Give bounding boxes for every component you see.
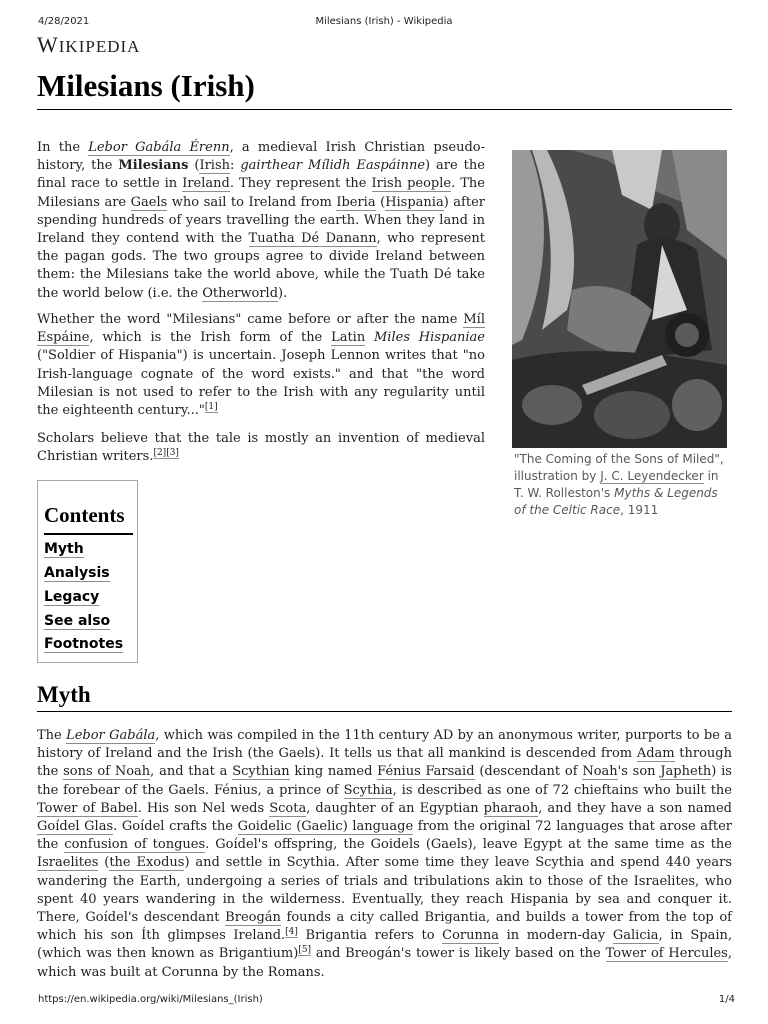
irish-name: gairthear Mílidh Easpáinne <box>240 158 426 174</box>
link-noah[interactable]: Noah <box>582 764 618 780</box>
link-goidel-glas[interactable]: Goídel Glas <box>37 819 114 835</box>
section-divider <box>37 711 732 712</box>
intro-paragraph-3: Scholars believe that the tale is mostly an invention of medieval Christian writers.[2][3] <box>37 431 485 465</box>
link-fenius-farsaid[interactable]: Fénius Farsaid <box>377 764 475 780</box>
table-of-contents <box>37 480 138 663</box>
link-iberia[interactable]: Iberia <box>336 194 376 210</box>
reference-5[interactable]: [5] <box>298 945 312 956</box>
page-title: Milesians (Irish) <box>37 68 255 103</box>
reference-3[interactable]: [3] <box>166 448 179 459</box>
link-goidelic-language[interactable]: Goidelic (Gaelic) language <box>237 819 414 835</box>
link-pharaoh[interactable]: pharaoh <box>483 800 539 816</box>
footer-page-number: 1/4 <box>718 994 735 1005</box>
link-scythian[interactable]: Scythian <box>232 764 290 780</box>
toc-item-see-also[interactable]: See also <box>44 613 111 629</box>
link-lebor-gabala-erenn[interactable]: Lebor Gabála Érenn <box>88 140 230 155</box>
link-scota[interactable]: Scota <box>269 800 307 816</box>
footer-url: https://en.wikipedia.org/wiki/Milesians_(Irish) <box>38 994 263 1005</box>
link-ireland[interactable]: Ireland <box>182 176 230 192</box>
myth-paragraph: The Lebor Gabála, which was compiled in the 11th century AD by an anonymous writer, purports to be a history of Ireland and the Irish (the Gaels). It tells us that all mankind is descended from Adam through the sons of Noah, and that a Scythian king named Fénius Farsaid (descendant of Noah's son Japheth) is the forebear of the Gaels. Fénius, a prince of Scythia, is described as one of 72 chieftains who built the Tower of Babel. His son Nel weds Scota, daughter of an Egyptian pharaoh, and they have a son named Goídel Glas. Goídel crafts the Goidelic (Gaelic) language from the original 72 languages that arose after the confusion of tongues. Goídel's offspring, the Goidels (Gaels), leave Egypt at the same time as the Israelites (the Exodus) and settle in Scythia. After some time they leave Scythia and spend 440 years wandering the Earth, undergoing a series of trials and tribulations akin to those of the Israelites, who spent 40 years wandering in the wilderness. Eventually, they reach Hispania by sea and conquer it. There, Goídel's descendant Breogán founds a city called Brigantia, and builds a tower from the top of which his son Íth glimpses Ireland.[4] Brigantia refers to Corunna in modern-day Galicia, in Spain, (which was then known as Brigantium)[5] and Breogán's tower is likely based on the Tower of Hercules, which was built at Corunna by the Romans. <box>37 728 733 980</box>
link-sons-of-noah[interactable]: sons of Noah <box>63 764 151 780</box>
reference-4[interactable]: [4] <box>285 927 298 938</box>
reference-1[interactable]: [1] <box>204 402 218 413</box>
toc-divider <box>44 533 133 535</box>
intro-paragraph-2: Whether the word "Milesians" came before or after the name Míl Espáine, which is the Irish form of the Latin Miles Hispaniae ("Soldier of Hispania") is uncertain. Joseph Lennon writes that "no Irish-language cognate of the word exists." and that "the word Milesian is not used to refer to the Irish with any regularity until the eighteenth century..."[1] <box>37 312 485 419</box>
link-irish-people[interactable]: Irish people <box>371 176 452 192</box>
intro-paragraph-1: In the Lebor Gabála Érenn, a medieval Irish Christian pseudo-history, the Milesians (Irish: gairthear Mílidh Easpáinne) are the final race to settle in Ireland. They represent the Irish people. The Milesians are Gaels who sail to Ireland from Iberia (Hispania) after spending hundreds of years travelling the earth. When they land in Ireland they contend with the Tuatha Dé Danann, who represent the pagan gods. The two groups agree to divide Ireland between them: the Milesians take the world above, while the Tuath Dé take the world below (i.e. the Otherworld). <box>37 140 485 301</box>
toc-item-footnotes[interactable]: Footnotes <box>44 636 124 652</box>
link-corunna[interactable]: Corunna <box>442 928 499 944</box>
link-latin[interactable]: Latin <box>331 330 366 346</box>
toc-title: Contents <box>44 503 125 527</box>
link-mil-espaine[interactable]: Míl Espáine <box>37 312 485 346</box>
term-milesians: Milesians <box>118 158 189 174</box>
link-otherworld[interactable]: Otherworld <box>202 285 279 301</box>
link-israelites[interactable]: Israelites <box>37 855 99 871</box>
link-irish[interactable]: Irish <box>199 158 231 174</box>
link-lebor-gabala[interactable]: Lebor Gabála <box>66 728 156 743</box>
link-hispania[interactable]: Hispania <box>385 194 444 210</box>
link-the-exodus[interactable]: the Exodus <box>109 855 185 871</box>
logo-rest: IKIPEDIA <box>58 37 141 56</box>
link-adam[interactable]: Adam <box>636 746 675 762</box>
link-galicia[interactable]: Galicia <box>612 928 659 944</box>
link-tower-of-babel[interactable]: Tower of Babel <box>37 800 138 816</box>
toc-item-myth[interactable]: Myth <box>44 541 84 557</box>
wikipedia-logo[interactable] <box>37 32 140 58</box>
link-confusion-of-tongues[interactable]: confusion of tongues <box>64 837 206 853</box>
reference-2[interactable]: [2] <box>153 448 167 459</box>
link-breogan[interactable]: Breogán <box>225 910 281 926</box>
link-gaels[interactable]: Gaels <box>130 194 168 210</box>
print-title: Milesians (Irish) - Wikipedia <box>315 16 453 27</box>
section-heading-myth: Myth <box>37 682 91 707</box>
illustration-drawing <box>512 150 727 448</box>
title-divider <box>37 109 732 110</box>
link-japheth[interactable]: Japheth <box>660 764 712 780</box>
link-leyendecker[interactable]: J. C. Leyendecker <box>600 469 704 483</box>
logo-initial: W <box>37 32 59 57</box>
toc-item-legacy[interactable]: Legacy <box>44 589 100 605</box>
toc-item-analysis[interactable]: Analysis <box>44 565 110 581</box>
link-tower-of-hercules[interactable]: Tower of Hercules <box>605 946 728 962</box>
print-date: 4/28/2021 <box>38 16 90 27</box>
illustration-sons-of-miled[interactable] <box>512 150 727 448</box>
figure-caption: "The Coming of the Sons of Miled", illustration by J. C. Leyendecker in T. W. Rolleston's Myths & Legends of the Celtic Race, 1911 <box>514 452 724 517</box>
link-scythia[interactable]: Scythia <box>343 782 393 798</box>
link-tuatha-de-danann[interactable]: Tuatha Dé Danann <box>248 231 377 247</box>
